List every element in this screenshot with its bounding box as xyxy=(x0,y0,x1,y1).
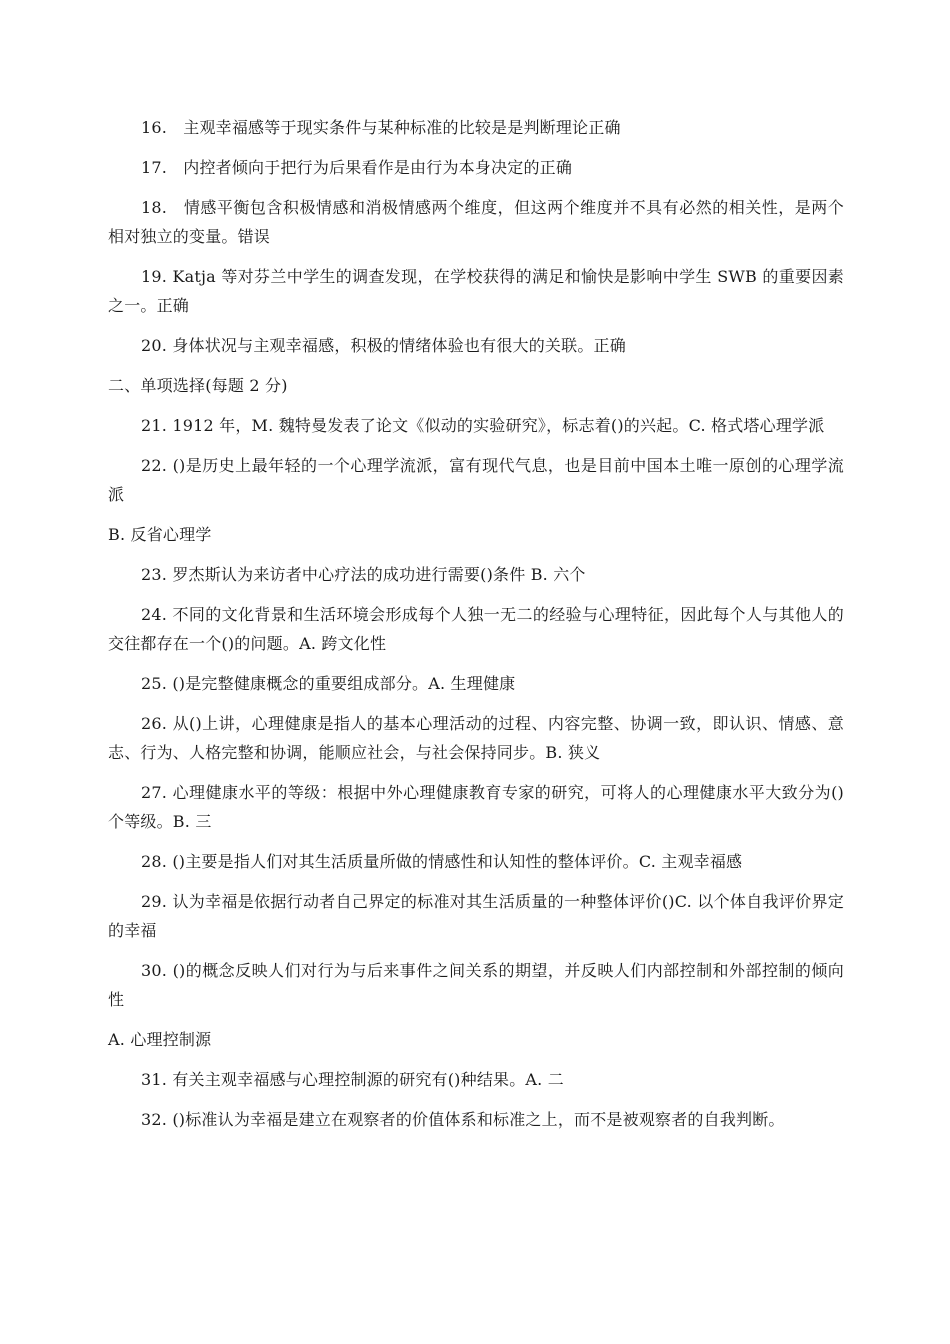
item-22: 22. ()是历史上最年轻的一个心理学流派，富有现代气息，也是目前中国本土唯一原创的心理学流派 xyxy=(108,456,844,504)
item-30-answer: A. 心理控制源 xyxy=(108,1030,212,1049)
item-21: 21. 1912 年，M. 魏特曼发表了论文《似动的实验研究》，标志着()的兴起。C. 格式塔心理学派 xyxy=(141,416,825,435)
item-25: 25. ()是完整健康概念的重要组成部分。A. 生理健康 xyxy=(141,674,516,693)
item-30: 30. ()的概念反映人们对行为与后来事件之间关系的期望，并反映人们内部控制和外部控制的倾向性 xyxy=(108,961,844,1009)
section-heading-single-choice: 二、单项选择(每题 2 分) xyxy=(108,376,288,395)
item-22-answer: B. 反省心理学 xyxy=(108,525,212,544)
item-28: 28. ()主要是指人们对其生活质量所做的情感性和认知性的整体评价。C. 主观幸福感 xyxy=(141,852,743,871)
item-19: 19. Katja 等对芬兰中学生的调查发现，在学校获得的满足和愉快是影响中学生 SWB 的重要因素之一。正确 xyxy=(108,267,844,315)
item-32: 32. ()标准认为幸福是建立在观察者的价值体系和标准之上，而不是被观察者的自我判断。 xyxy=(141,1110,785,1129)
item-16: 16. 主观幸福感等于现实条件与某种标准的比较是是判断理论正确 xyxy=(141,118,621,137)
item-31: 31. 有关主观幸福感与心理控制源的研究有()种结果。A. 二 xyxy=(141,1070,564,1089)
item-23: 23. 罗杰斯认为来访者中心疗法的成功进行需要()条件 B. 六个 xyxy=(141,565,586,584)
item-24: 24. 不同的文化背景和生活环境会形成每个人独一无二的经验与心理特征，因此每个人与其他人的交往都存在一个()的问题。A. 跨文化性 xyxy=(108,605,844,653)
item-17: 17. 内控者倾向于把行为后果看作是由行为本身决定的正确 xyxy=(141,158,573,177)
item-20: 20. 身体状况与主观幸福感，积极的情绪体验也有很大的关联。正确 xyxy=(141,336,626,355)
document-page xyxy=(108,113,844,1145)
item-29: 29. 认为幸福是依据行动者自己界定的标准对其生活质量的一种整体评价()C. 以个体自我评价界定的幸福 xyxy=(108,892,844,940)
item-27: 27. 心理健康水平的等级：根据中外心理健康教育专家的研究，可将人的心理健康水平大致分为()个等级。B. 三 xyxy=(108,783,844,831)
item-18: 18. 情感平衡包含积极情感和消极情感两个维度，但这两个维度并不具有必然的相关性，是两个相对独立的变量。错误 xyxy=(108,198,844,246)
item-26: 26. 从()上讲，心理健康是指人的基本心理活动的过程、内容完整、协调一致，即认识、情感、意志、行为、人格完整和协调，能顺应社会，与社会保持同步。B. 狭义 xyxy=(108,714,844,762)
